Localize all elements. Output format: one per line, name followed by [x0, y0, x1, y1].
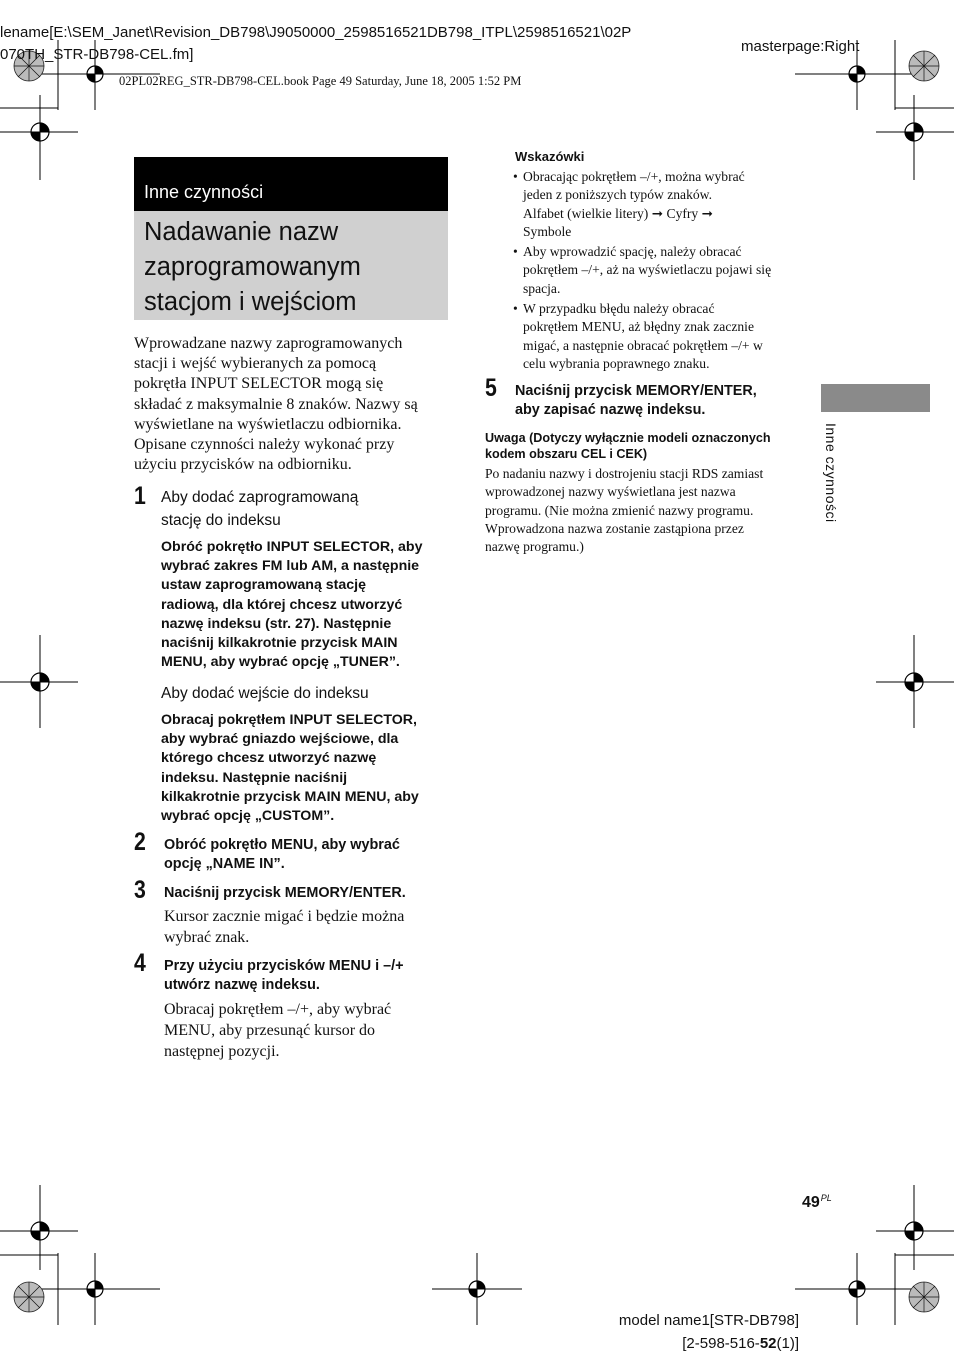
step-3-title: Naciśnij przycisk MEMORY/ENTER. — [164, 885, 406, 901]
section-category: Inne czynności — [144, 182, 264, 202]
step-1-subtitle: Aby dodać wejście do indeksu — [161, 685, 369, 702]
book-info: 02PL02REG_STR-DB798-CEL.book Page 49 Saturday, June 18, 2005 1:52 PM — [119, 74, 522, 88]
tip-item: • Obracając pokrętłem –/+, można wybrać jeden z poniższych typów znaków. Alfabet (wielkie litery) ➞ Cyfry ➞ Symbole — [513, 168, 803, 241]
step-number-2: 2 — [134, 828, 146, 856]
filename-header: lename[E:\SEM_Janet\Revision_DB798\J9050000_2598516521DB798_ITPL\2598516521\02P 070TH_STR-DB798-CEL.fm] — [0, 24, 632, 63]
side-tab-label: Inne czynności — [823, 423, 839, 523]
tips-list — [513, 168, 803, 373]
side-tab-bar — [821, 384, 930, 412]
step-number-5: 5 — [485, 374, 497, 402]
tip-item: • Aby wprowadzić spację, należy obracać pokrętłem –/+, aż na wyświetlaczu pojawi się spacja. — [513, 243, 803, 298]
step-number-4: 4 — [134, 949, 146, 977]
intro-paragraph: Wprowadzane nazwy zaprogramowanych stacji i wejść wybieranych za pomocą pokrętła INPUT SELECTOR mogą się składać z maksymalnie 8 znaków. Nazwy są wyświetlane na wyświetlaczu odbiornika. Opisane czynności należy wykonać przy użyciu przycisków na odbiorniku. — [134, 335, 418, 474]
step-1-title: Aby dodać zaprogramowaną stację do indeksu — [161, 489, 359, 529]
page-title: Nadawanie nazw zaprogramowanym stacjom i wejściom — [144, 218, 361, 316]
step-2-title: Obróć pokrętło MENU, aby wybrać opcję „NAME IN”. — [164, 837, 400, 873]
step-4-title: Przy użyciu przycisków MENU i –/+ utwórz nazwę indeksu. — [164, 958, 404, 994]
step-1-sub-body: Obracaj pokrętłem INPUT SELECTOR, aby wybrać gniazdo wejściowe, dla którego chcesz utworzyć nazwę indeksu. Następnie naciśnij kilkakrotnie przycisk MAIN MENU, aby wybrać opcję „CUSTOM”. — [161, 712, 419, 825]
tips-heading: Wskazówki — [515, 149, 585, 164]
note-heading: Uwaga (Dotyczy wyłącznie modeli oznaczonych kodem obszaru CEL i CEK) — [485, 431, 771, 461]
step-4-body: Obracaj pokrętłem –/+, aby wybrać MENU, aby przesunąć kursor do następnej pozycji. — [164, 1001, 392, 1060]
step-1-body: Obróć pokrętło INPUT SELECTOR, aby wybrać zakres FM lub AM, a następnie ustaw zaprogramowaną stację radiową, dla której chcesz utworzyć nazwę indeksu (str. 27). Następnie naciśnij kilkakrotnie przycisk MAIN MENU, aby wybrać opcję „TUNER”. — [161, 539, 423, 671]
note-body: Po nadaniu nazwy i dostrojeniu stacji RDS zamiast wprowadzonej nazwy wyświetlana jest nazwa programu. (Nie można zmienić nazwy programu. Wprowadzona nazwa zostanie zastąpiona przez nazwę programu.) — [485, 466, 764, 555]
step-number-3: 3 — [134, 876, 146, 904]
page-number: $49^{PL}$ — [802, 1193, 832, 1211]
tip-item: • W przypadku błędu należy obracać pokrętłem MENU, aż błędny znak zacznie migać, a następnie obracać pokrętłem –/+ w celu wybrania poprawnego znaku. — [513, 300, 803, 373]
masterpage-label: masterpage:Right — [741, 38, 860, 55]
step-5-title: Naciśnij przycisk MEMORY/ENTER, aby zapisać nazwę indeksu. — [515, 383, 757, 419]
step-number-1: 1 — [134, 482, 146, 510]
step-3-body: Kursor zacznie migać i będzie można wybrać znak. — [164, 908, 405, 946]
section-title-box — [134, 211, 448, 320]
section-category-bar — [134, 157, 448, 211]
footer-model-info: model name1[STR-DB798] [2-598-516-52(1)] — [618, 1312, 799, 1352]
